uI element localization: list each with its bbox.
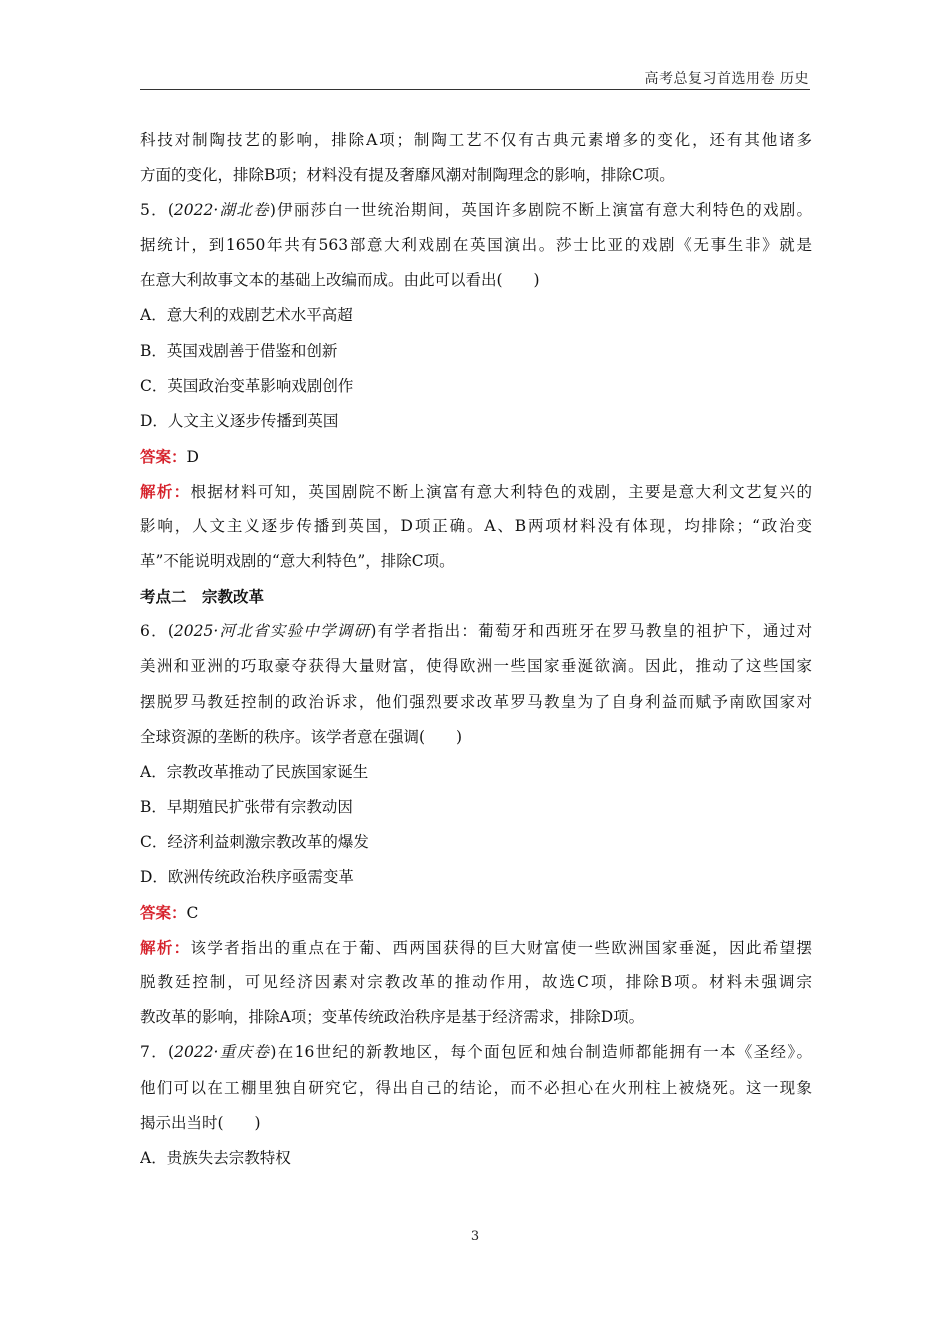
answer-label: 答案： bbox=[140, 903, 187, 923]
line-text: D bbox=[186, 447, 199, 466]
text-line bbox=[140, 790, 812, 825]
text-line bbox=[140, 439, 812, 474]
question-source: 2022·湖北卷 bbox=[173, 201, 270, 220]
line-text: B．英国戏剧善于借鉴和创新 bbox=[140, 341, 338, 360]
line-text: 方面的变化，排除B项；材料没有提及奢靡风潮对制陶理念的影响，排除C项。 bbox=[140, 166, 675, 185]
text-line bbox=[140, 1141, 812, 1176]
line-text: 革”不能说明戏剧的“意大利特色”，排除C项。 bbox=[140, 552, 455, 571]
header-rule bbox=[140, 89, 810, 90]
line-text: 摆脱罗马教廷控制的政治诉求，他们强烈要求改革罗马教皇为了自身利益而赋予南欧国家对 bbox=[140, 692, 812, 711]
text-line bbox=[140, 1035, 812, 1070]
text-line bbox=[140, 930, 812, 965]
line-text: 据统计，到1650年共有563部意大利戏剧在英国演出。莎士比亚的戏剧《无事生非》就是 bbox=[140, 236, 812, 255]
text-line bbox=[140, 720, 812, 755]
text-line bbox=[140, 965, 812, 1000]
text-line bbox=[140, 228, 812, 263]
question-source: 2022·重庆卷 bbox=[174, 1043, 271, 1062]
line-text: A．意大利的戏剧艺术水平高超 bbox=[140, 306, 353, 325]
line-text: 揭示出当时( ) bbox=[140, 1113, 261, 1132]
line-text: )伊丽莎白一世统治期间，英国许多剧院不断上演富有意大利特色的戏剧。 bbox=[269, 201, 812, 220]
line-text: )有学者指出：葡萄牙和西班牙在罗马教皇的祖护下，通过对 bbox=[370, 622, 812, 641]
section-heading-text: 考点二 宗教改革 bbox=[140, 587, 265, 607]
line-text: 根据材料可知，英国剧院不断上演富有意大利特色的戏剧，主要是意大利文艺复兴的 bbox=[190, 482, 812, 501]
running-header: 高考总复习首选用卷 历史 bbox=[644, 71, 809, 87]
line-text: 美洲和亚洲的巧取豪夺获得大量财富，使得欧洲一些国家垂涎欲滴。因此，推动了这些国家 bbox=[140, 657, 812, 676]
text-line bbox=[140, 158, 812, 193]
question-number: 7．( bbox=[140, 1043, 175, 1062]
text-line bbox=[140, 649, 812, 684]
text-line bbox=[140, 263, 812, 298]
text-line bbox=[140, 123, 812, 158]
text-line bbox=[140, 825, 812, 860]
page-number: 3 bbox=[470, 1229, 480, 1244]
answer-label: 答案： bbox=[140, 446, 187, 466]
answer-label: 解析： bbox=[140, 481, 191, 501]
text-line bbox=[140, 544, 812, 579]
text-line bbox=[140, 1000, 812, 1035]
line-text: D．人文主义逐步传播到英国 bbox=[140, 411, 339, 430]
line-text: A．宗教改革推动了民族国家诞生 bbox=[140, 762, 369, 781]
text-line bbox=[140, 334, 812, 369]
text-line bbox=[140, 298, 812, 333]
line-text: 在意大利故事文本的基础上改编而成。由此可以看出( ) bbox=[140, 271, 540, 290]
line-text: 影响，人文主义逐步传播到英国，D项正确。A、B两项材料没有体现，均排除；“政治变 bbox=[140, 517, 812, 536]
question-number: 5．( bbox=[140, 201, 174, 220]
section-heading bbox=[140, 579, 812, 614]
line-text: C．经济利益刺激宗教改革的爆发 bbox=[140, 832, 369, 851]
text-line bbox=[140, 755, 812, 790]
question-source: 2025·河北省实验中学调研 bbox=[173, 622, 371, 641]
text-line bbox=[140, 614, 812, 649]
text-line bbox=[140, 895, 812, 930]
answer-label: 解析： bbox=[140, 938, 191, 958]
text-line bbox=[140, 404, 812, 439]
text-line bbox=[140, 193, 812, 228]
document-body bbox=[140, 123, 812, 1176]
text-line bbox=[140, 1071, 812, 1106]
line-text: 教改革的影响，排除A项；变革传统政治秩序是基于经济需求，排除D项。 bbox=[140, 1008, 645, 1027]
text-line bbox=[140, 474, 812, 509]
line-text: C bbox=[186, 904, 199, 923]
line-text: C．英国政治变革影响戏剧创作 bbox=[140, 376, 354, 395]
text-line bbox=[140, 1106, 812, 1141]
line-text: A．贵族失去宗教特权 bbox=[140, 1148, 291, 1167]
line-text: 该学者指出的重点在于葡、西两国获得的巨大财富使一些欧洲国家垂涎，因此希望摆 bbox=[190, 939, 812, 958]
line-text: 科技对制陶技艺的影响，排除A项；制陶工艺不仅有古典元素增多的变化，还有其他诸多 bbox=[140, 131, 812, 149]
question-number: 6．( bbox=[140, 622, 174, 641]
text-line bbox=[140, 860, 812, 895]
line-text: )在16世纪的新教地区，每个面包匠和烛台制造师都能拥有一本《圣经》。 bbox=[270, 1043, 812, 1062]
line-text: B．早期殖民扩张带有宗教动因 bbox=[140, 797, 353, 816]
text-line bbox=[140, 509, 812, 544]
text-line bbox=[140, 369, 812, 404]
line-text: D．欧洲传统政治秩序亟需变革 bbox=[140, 867, 354, 886]
line-text: 他们可以在工棚里独自研究它，得出自己的结论，而不必担心在火刑柱上被烧死。这一现象 bbox=[140, 1078, 812, 1097]
line-text: 全球资源的垄断的秩序。该学者意在强调( ) bbox=[140, 727, 463, 746]
line-text: 脱教廷控制，可见经济因素对宗教改革的推动作用，故选C项，排除B项。材料未强调宗 bbox=[140, 973, 812, 992]
text-line bbox=[140, 685, 812, 720]
